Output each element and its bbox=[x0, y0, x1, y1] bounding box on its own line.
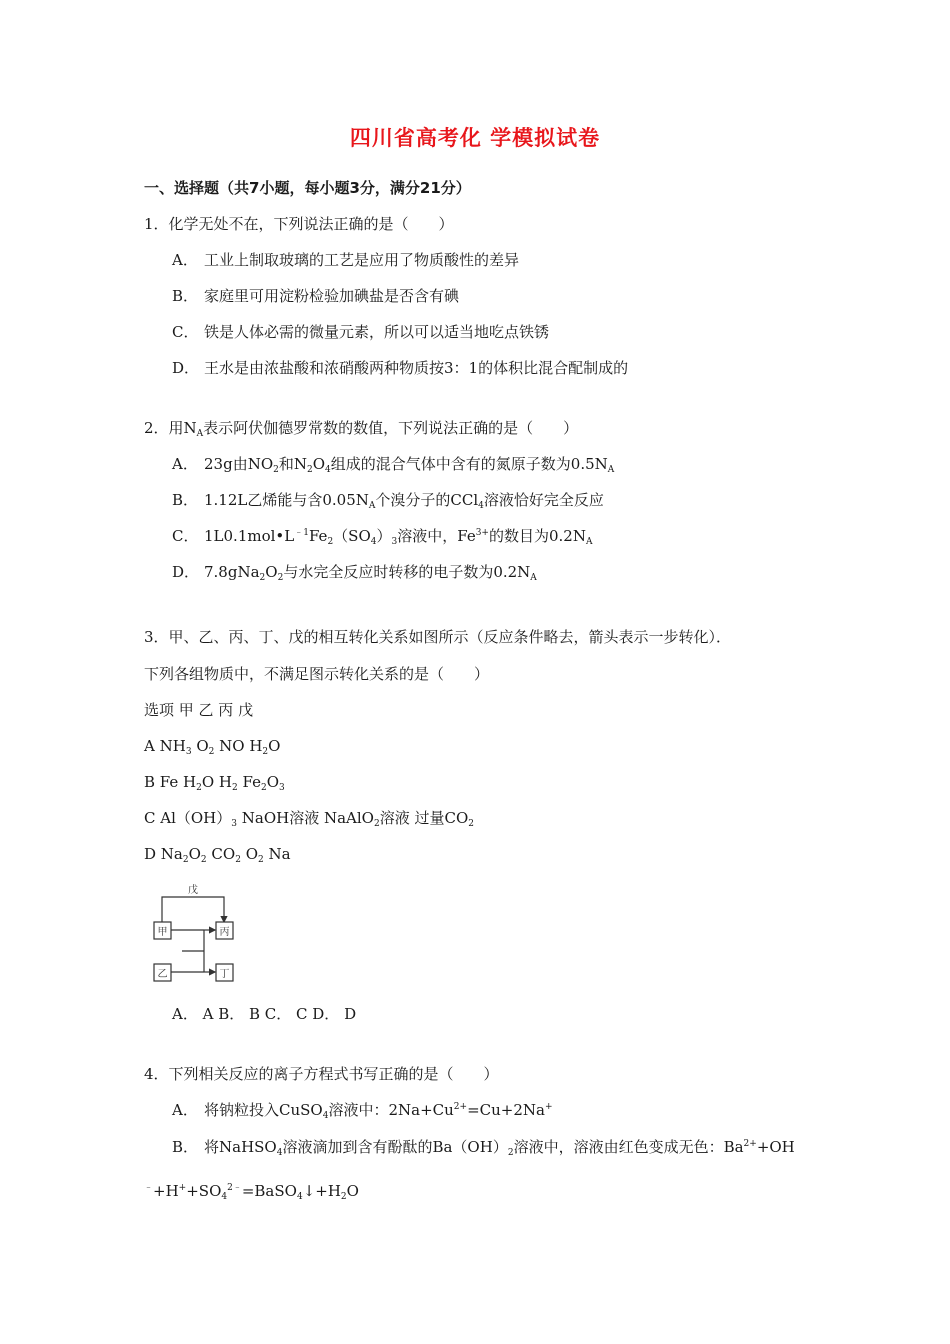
text: 溶液中，Fe bbox=[397, 527, 476, 545]
subscript: 4 bbox=[221, 1192, 228, 1202]
node-bing-label: 丙 bbox=[219, 927, 230, 938]
top-connector bbox=[162, 897, 224, 922]
text: O bbox=[346, 1182, 359, 1200]
subscript: 2 bbox=[182, 855, 189, 865]
subscript: A bbox=[530, 573, 537, 583]
subscript: A bbox=[368, 501, 376, 511]
question-1-stem: 1．化学无处不在，下列说法正确的是（ ） bbox=[144, 215, 454, 233]
text: =Cu+2Na bbox=[467, 1101, 545, 1119]
text: 溶液中：2Na+Cu bbox=[328, 1101, 454, 1119]
node-wu-label: 戊 bbox=[188, 885, 198, 896]
superscript: + bbox=[178, 1183, 187, 1193]
question-1-option-c bbox=[172, 322, 549, 342]
question-2-option-d bbox=[172, 562, 537, 582]
text: =BaSO bbox=[241, 1182, 297, 1200]
subscript: 4 bbox=[325, 465, 331, 475]
superscript: 2+ bbox=[743, 1139, 757, 1149]
text: 溶液恰好完全反应 bbox=[483, 491, 604, 509]
text: 1.12L乙烯能与含0.05N bbox=[204, 491, 369, 509]
question-3-answer-options: A． A B． B C． C D． D bbox=[172, 1005, 357, 1023]
subscript: 3 bbox=[231, 819, 237, 829]
superscript: + bbox=[544, 1102, 553, 1112]
question-3-row-a bbox=[144, 736, 280, 756]
option-text: 工业上制取玻璃的工艺是应用了物质酸性的差异 bbox=[204, 251, 520, 269]
question-2-option-a bbox=[172, 454, 614, 474]
text: 1L0.1mol•L bbox=[204, 527, 295, 545]
subscript: 4 bbox=[276, 1148, 283, 1158]
superscript: 3+ bbox=[475, 528, 489, 538]
text: ） bbox=[376, 527, 392, 545]
question-2-option-c bbox=[172, 526, 592, 546]
option-label: B． bbox=[172, 287, 199, 305]
subscript: 2 bbox=[200, 855, 207, 865]
subscript: 4 bbox=[296, 1192, 303, 1202]
question-3-row-c bbox=[144, 808, 474, 828]
text: D Na bbox=[144, 845, 183, 863]
text: 溶液中，溶液由红色变成无色：Ba bbox=[513, 1138, 744, 1156]
subscript: 3 bbox=[279, 783, 285, 793]
question-4-option-a bbox=[172, 1100, 553, 1120]
subscript: 2 bbox=[260, 783, 267, 793]
subscript: A bbox=[607, 465, 615, 475]
text: Fe bbox=[237, 773, 261, 791]
text: +SO bbox=[186, 1182, 222, 1200]
text: O bbox=[188, 845, 201, 863]
question-3-stem-line1: 3．甲、乙、丙、丁、戊的相互转化关系如图所示（反应条件略去，箭头表示一步转化）． bbox=[144, 628, 732, 646]
subscript: 2 bbox=[196, 783, 202, 793]
superscript: 2+ bbox=[453, 1102, 468, 1112]
text: A NH bbox=[144, 737, 186, 755]
option-label: D． bbox=[172, 359, 200, 377]
page-title: 四川省高考化 学模拟试卷 bbox=[349, 126, 601, 150]
question-3-table-header: 选项 甲 乙 丙 戊 bbox=[144, 701, 254, 719]
subscript: 2 bbox=[373, 819, 380, 829]
question-1-option-a bbox=[172, 250, 519, 270]
text: 表示阿伏伽德罗常数的数值，下列说法正确的是（ ） bbox=[203, 419, 579, 437]
text: B Fe H bbox=[144, 773, 197, 791]
option-text: 铁是人体必需的微量元素，所以可以适当地吃点铁锈 bbox=[204, 323, 550, 341]
text: O bbox=[268, 737, 281, 755]
question-2-option-b bbox=[172, 490, 604, 510]
text: C Al（OH） bbox=[144, 809, 232, 827]
option-label: B． bbox=[172, 1138, 199, 1156]
option-label: D． bbox=[172, 563, 200, 581]
subscript: 2 bbox=[340, 1192, 347, 1202]
option-label: A． bbox=[172, 1101, 198, 1119]
subscript: 2 bbox=[468, 819, 474, 829]
question-1-option-b bbox=[172, 286, 459, 306]
section-heading: 一、选择题（共7小题，每小题3分，满分21分） bbox=[144, 179, 471, 197]
option-label: B． bbox=[172, 491, 199, 509]
option-text: 王水是由浓盐酸和浓硝酸两种物质按3：1的体积比混合配制成的 bbox=[204, 359, 629, 377]
subscript: 2 bbox=[235, 855, 241, 865]
text: O bbox=[265, 563, 278, 581]
text: O bbox=[266, 773, 280, 791]
text: CO bbox=[206, 845, 236, 863]
text: O H bbox=[201, 773, 232, 791]
subscript: 2 bbox=[259, 573, 266, 583]
question-4-stem: 4．下列相关反应的离子方程式书写正确的是（ ） bbox=[144, 1065, 499, 1083]
option-label: C． bbox=[172, 323, 199, 341]
text: 23g由NO bbox=[204, 455, 274, 473]
text: O bbox=[312, 455, 326, 473]
question-4-option-b-continued bbox=[144, 1181, 359, 1201]
text: NaOH溶液 NaAlO bbox=[237, 809, 374, 827]
option-label: C． bbox=[172, 527, 199, 545]
text: 将NaHSO bbox=[204, 1138, 277, 1156]
text: Na bbox=[263, 845, 291, 863]
subscript: 2 bbox=[277, 573, 284, 583]
question-2-stem bbox=[144, 418, 578, 438]
subscript: 2 bbox=[208, 747, 215, 757]
text: 溶液滴加到含有酚酞的Ba（OH） bbox=[282, 1138, 508, 1156]
text: 与水完全反应时转移的电子数为0.2N bbox=[283, 563, 531, 581]
text: 7.8gNa bbox=[204, 563, 260, 581]
subscript: 4 bbox=[478, 501, 484, 511]
text: +OH bbox=[756, 1138, 795, 1156]
subscript: 2 bbox=[273, 465, 279, 475]
subscript: 3 bbox=[391, 537, 398, 547]
text: 将钠粒投入CuSO bbox=[204, 1101, 323, 1119]
question-3-row-b bbox=[144, 772, 285, 792]
text: +H bbox=[153, 1182, 179, 1200]
subscript: A bbox=[585, 537, 593, 547]
superscript: ﹣ bbox=[144, 1183, 154, 1193]
text: O bbox=[240, 845, 259, 863]
subscript: 2 bbox=[327, 537, 334, 547]
text: 个溴分子的CCl bbox=[375, 491, 479, 509]
question-3-row-d bbox=[144, 844, 291, 864]
node-jia-label: 甲 bbox=[157, 927, 168, 938]
node-yi-label: 乙 bbox=[157, 969, 168, 980]
question-3-stem-line2: 下列各组物质中，不满足图示转化关系的是（ ） bbox=[144, 665, 490, 683]
subscript: 4 bbox=[370, 537, 377, 547]
text: 的数目为0.2N bbox=[488, 527, 586, 545]
subscript: 2 bbox=[258, 855, 264, 865]
superscript: ﹣1 bbox=[294, 528, 309, 538]
superscript: 2﹣ bbox=[227, 1183, 242, 1193]
text: ↓+H bbox=[302, 1182, 341, 1200]
text: NO H bbox=[214, 737, 263, 755]
option-text: 家庭里可用淀粉检验加碘盐是否含有碘 bbox=[204, 287, 460, 305]
text: Fe bbox=[308, 527, 328, 545]
text: O bbox=[191, 737, 209, 755]
subscript: 2 bbox=[507, 1148, 514, 1158]
node-ding-label: 丁 bbox=[219, 969, 230, 980]
subscript: 2 bbox=[307, 465, 313, 475]
text: （SO bbox=[333, 527, 371, 545]
subscript: A bbox=[196, 429, 204, 439]
subscript: 3 bbox=[185, 747, 192, 757]
subscript: 2 bbox=[262, 747, 269, 757]
text: 2．用N bbox=[144, 419, 197, 437]
question-4-option-b bbox=[172, 1137, 795, 1157]
conversion-diagram bbox=[152, 880, 236, 984]
text: 溶液 过量CO bbox=[379, 809, 469, 827]
question-1-option-d bbox=[172, 358, 628, 378]
option-label: A． bbox=[172, 455, 198, 473]
subscript: 4 bbox=[322, 1111, 329, 1121]
subscript: 2 bbox=[232, 783, 238, 793]
text: 组成的混合气体中含有的氮原子数为0.5N bbox=[330, 455, 608, 473]
text: 和N bbox=[278, 455, 307, 473]
option-label: A． bbox=[172, 251, 198, 269]
